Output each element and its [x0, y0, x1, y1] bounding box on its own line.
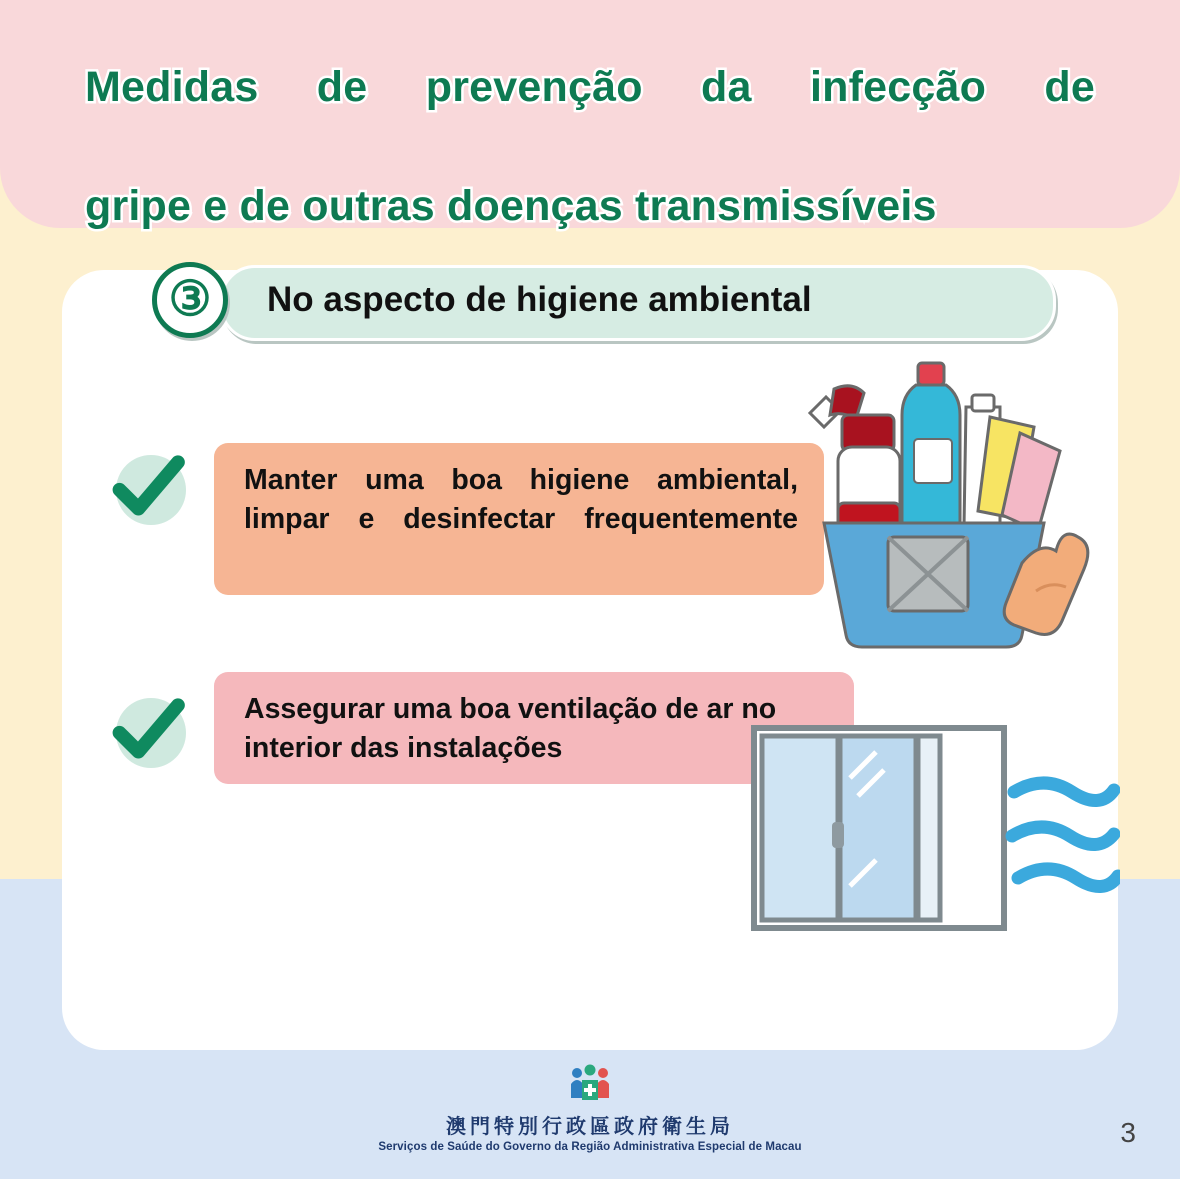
check-icon	[104, 688, 190, 774]
list-item-label: Manter uma boa higiene ambiental, limpar e desinfectar frequentemente	[244, 464, 798, 536]
section-number-text: ③	[168, 273, 212, 326]
page-number: 3	[1120, 1117, 1136, 1148]
section-heading	[152, 262, 1052, 340]
list-item-label: Assegurar uma boa ventilação de ar no interior das instalações	[244, 693, 777, 765]
section-number-badge	[152, 262, 228, 338]
open-window-airflow-icon	[740, 718, 1120, 943]
footer	[0, 1064, 1180, 1153]
cleaning-supplies-icon	[790, 355, 1090, 665]
page-title-line2: gripe e de outras doenças transmissíveis	[85, 181, 937, 230]
footer-org-chinese: 澳門特別行政區政府衛生局	[446, 1116, 734, 1138]
list-item	[214, 443, 824, 595]
check-icon	[104, 445, 190, 531]
page-title-line1: Medidas de prevenção da infecção de	[85, 63, 1095, 111]
macau-health-bureau-logo-icon	[567, 1064, 613, 1106]
section-heading-label: No aspecto de higiene ambiental	[267, 280, 812, 319]
footer-org-portuguese: Serviços de Saúde do Governo da Região Administrativa Especial de Macau	[378, 1141, 802, 1153]
page-title	[85, 58, 1095, 236]
